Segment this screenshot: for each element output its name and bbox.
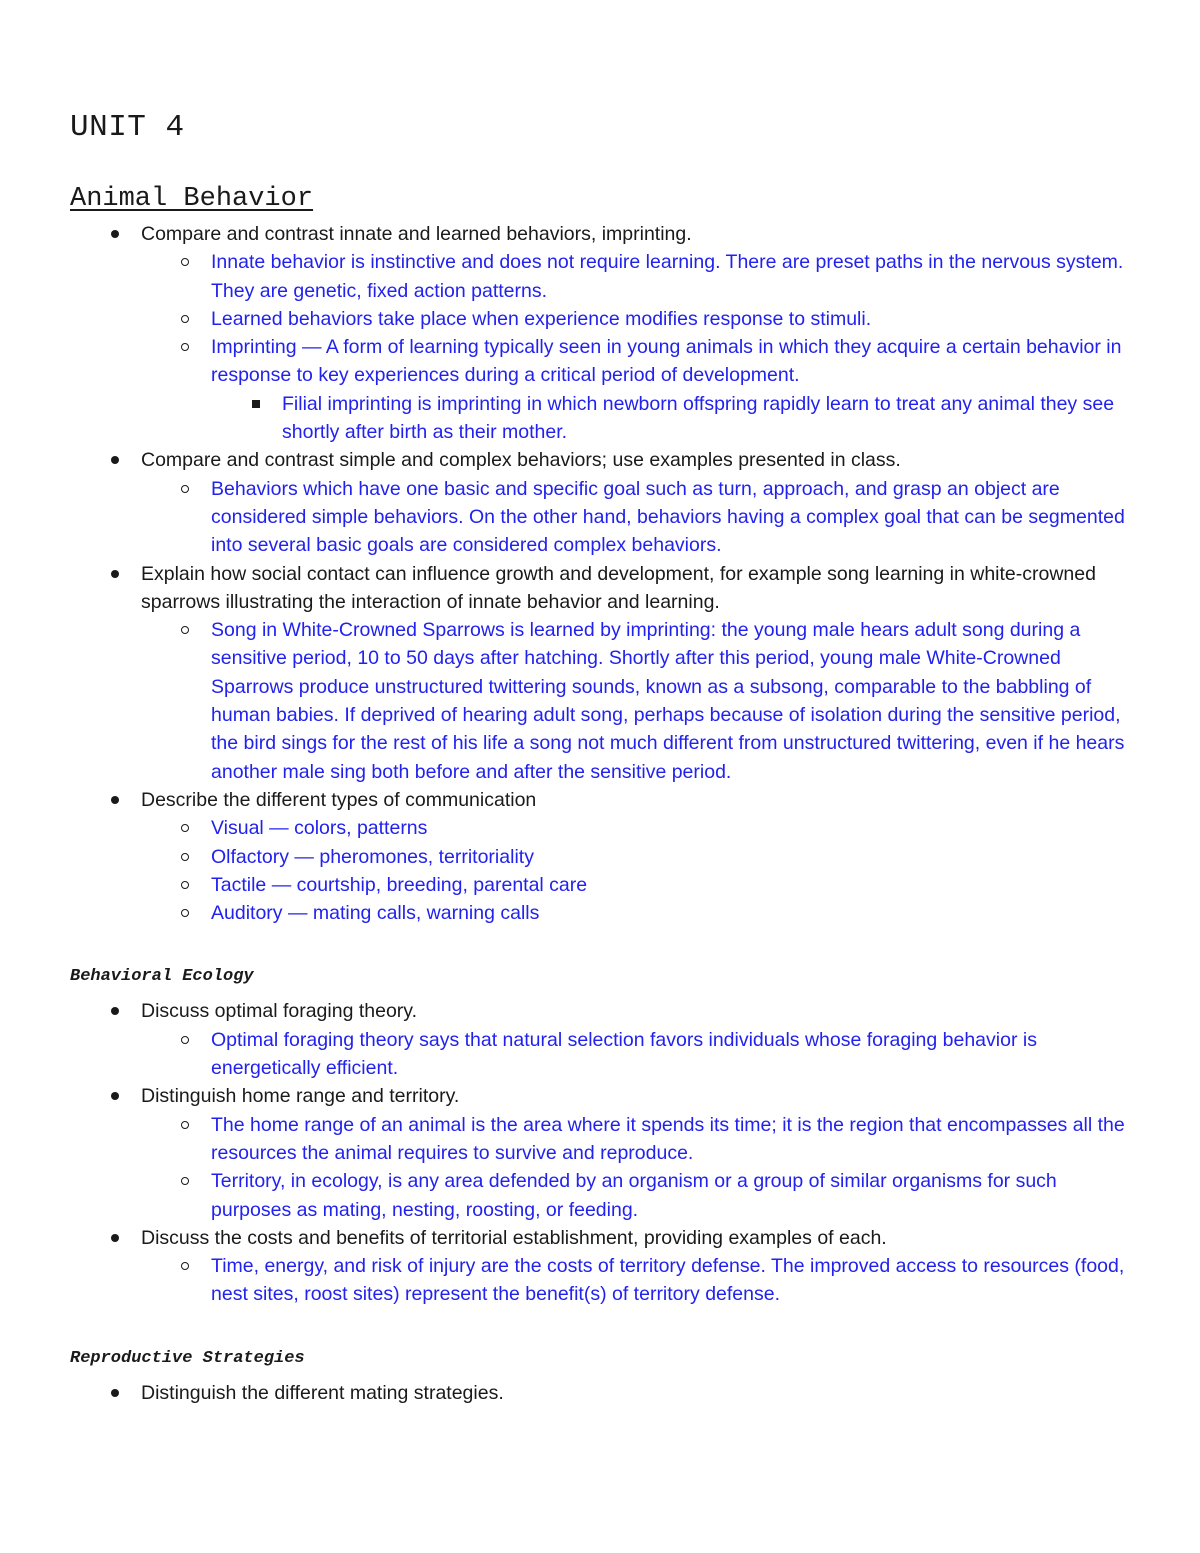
answer-text: Visual — colors, patterns <box>211 817 428 840</box>
bullet-ring-icon <box>178 1252 192 1280</box>
unit-title: UNIT 4 <box>70 110 185 145</box>
answer-text: Song in White-Crowned Sparrows is learned by imprinting: the young male hears adult song during a sensitive period, 10 to 50 days after hatching. Shortly after this period, young male White-Crowned Sparrows produce unstructured twittering sounds, known as a subsong, comparable to the babbling of human babies. If deprived of hearing adult song, perhaps because of isolation during the sensitive period, the bird sings for the rest of his life a song not much different from unstructured twittering, even if he hears another male sing both before and after the sensitive period. <box>211 619 1125 783</box>
answer-item <box>70 333 1140 390</box>
answer-text: Territory, in ecology, is any area defended by an organism or a group of similar organisms for such purposes as mating, nesting, roosting, or feeding. <box>211 1170 1057 1221</box>
bullet-ring-icon <box>178 1026 192 1054</box>
question-item <box>70 1082 1140 1110</box>
bullet-ring-icon <box>178 616 192 644</box>
bullet-ring-icon <box>178 1111 192 1139</box>
answer-item <box>70 1111 1140 1168</box>
question-text: Discuss the costs and benefits of territorial establishment, providing examples of each. <box>141 1226 887 1249</box>
question-item <box>70 220 1140 248</box>
answer-text: The home range of an animal is the area where it spends its time; it is the region that encompasses all the resources the animal requires to survive and reproduce. <box>211 1113 1125 1164</box>
bullet-dot-icon <box>108 786 122 814</box>
bullet-dot-icon <box>108 560 122 588</box>
answer-text: Time, energy, and risk of injury are the costs of territory defense. The improved access to resources (food, nest sites, roost sites) represent the benefit(s) of territory defense. <box>211 1255 1125 1306</box>
document-page <box>70 108 1140 1407</box>
question-item <box>70 446 1140 474</box>
bullet-dot-icon <box>108 446 122 474</box>
question-text: Distinguish the different mating strategies. <box>141 1381 504 1404</box>
bullet-ring-icon <box>178 248 192 276</box>
answer-text: Auditory — mating calls, warning calls <box>211 902 540 925</box>
question-item <box>70 560 1140 617</box>
bullet-ring-icon <box>178 814 192 842</box>
section-title-animal-behavior: Animal Behavior <box>70 184 314 214</box>
answer-text: Learned behaviors take place when experience modifies response to stimuli. <box>211 307 872 330</box>
bullet-ring-icon <box>178 899 192 927</box>
answer-item <box>70 1252 1140 1309</box>
question-item <box>70 1379 1140 1407</box>
bullet-ring-icon <box>178 305 192 333</box>
answer-text: Tactile — courtship, breeding, parental care <box>211 873 588 896</box>
question-text: Describe the different types of communication <box>141 788 537 811</box>
answer-item <box>70 871 1140 899</box>
behavioral-ecology-list <box>70 997 1140 1308</box>
bullet-dot-icon <box>108 1082 122 1110</box>
bullet-dot-icon <box>108 1224 122 1252</box>
question-text: Compare and contrast simple and complex behaviors; use examples presented in class. <box>141 449 901 472</box>
answer-text: Optimal foraging theory says that natural selection favors individuals whose foraging behavior is energetically efficient. <box>211 1028 1037 1080</box>
bullet-ring-icon <box>178 475 192 503</box>
question-text: Discuss optimal foraging theory. <box>141 1000 418 1023</box>
answer-item <box>70 475 1140 560</box>
bullet-ring-icon <box>178 1167 192 1195</box>
question-item <box>70 1224 1140 1252</box>
answer-item <box>70 1026 1140 1083</box>
bullet-dot-icon <box>108 1379 122 1407</box>
answer-item <box>70 1167 1140 1224</box>
answer-text: Imprinting — A form of learning typically seen in young animals in which they acquire a certain behavior in response to key experiences during a critical period of development. <box>211 336 1122 387</box>
answer-text: Olfactory — pheromones, territoriality <box>211 845 534 868</box>
section-title-behavioral-ecology: Behavioral Ecology <box>70 967 254 987</box>
answer-item <box>70 814 1140 842</box>
answer-text: Innate behavior is instinctive and does not require learning. There are preset paths in the nervous system. They are genetic, fixed action patterns. <box>211 251 1124 302</box>
bullet-ring-icon <box>178 843 192 871</box>
answer-item <box>70 843 1140 871</box>
bullet-ring-icon <box>178 333 192 361</box>
sub-answer-item <box>70 390 1140 447</box>
bullet-dot-icon <box>108 220 122 248</box>
question-item <box>70 997 1140 1025</box>
sub-answer-text: Filial imprinting is imprinting in which newborn offspring rapidly learn to treat any animal they see shortly after birth as their mother. <box>282 392 1115 444</box>
reproductive-strategies-list <box>70 1379 1140 1407</box>
answer-text: Behaviors which have one basic and specific goal such as turn, approach, and grasp an object are considered simple behaviors. On the other hand, behaviors having a complex goal that can be segmented into several basic goals are considered complex behaviors. <box>211 477 1125 557</box>
section-title-reproductive-strategies: Reproductive Strategies <box>70 1348 305 1368</box>
answer-item <box>70 305 1140 333</box>
bullet-square-icon <box>249 390 263 418</box>
question-text: Explain how social contact can influence growth and development, for example song learning in white-crowned sparrows illustrating the interaction of innate behavior and learning. <box>141 562 1096 613</box>
bullet-ring-icon <box>178 871 192 899</box>
question-item <box>70 786 1140 814</box>
answer-item <box>70 616 1140 786</box>
answer-item <box>70 248 1140 305</box>
question-text: Compare and contrast innate and learned behaviors, imprinting. <box>141 223 692 245</box>
animal-behavior-list <box>70 220 1140 927</box>
bullet-dot-icon <box>108 997 122 1025</box>
answer-item <box>70 899 1140 927</box>
question-text: Distinguish home range and territory. <box>141 1085 460 1108</box>
